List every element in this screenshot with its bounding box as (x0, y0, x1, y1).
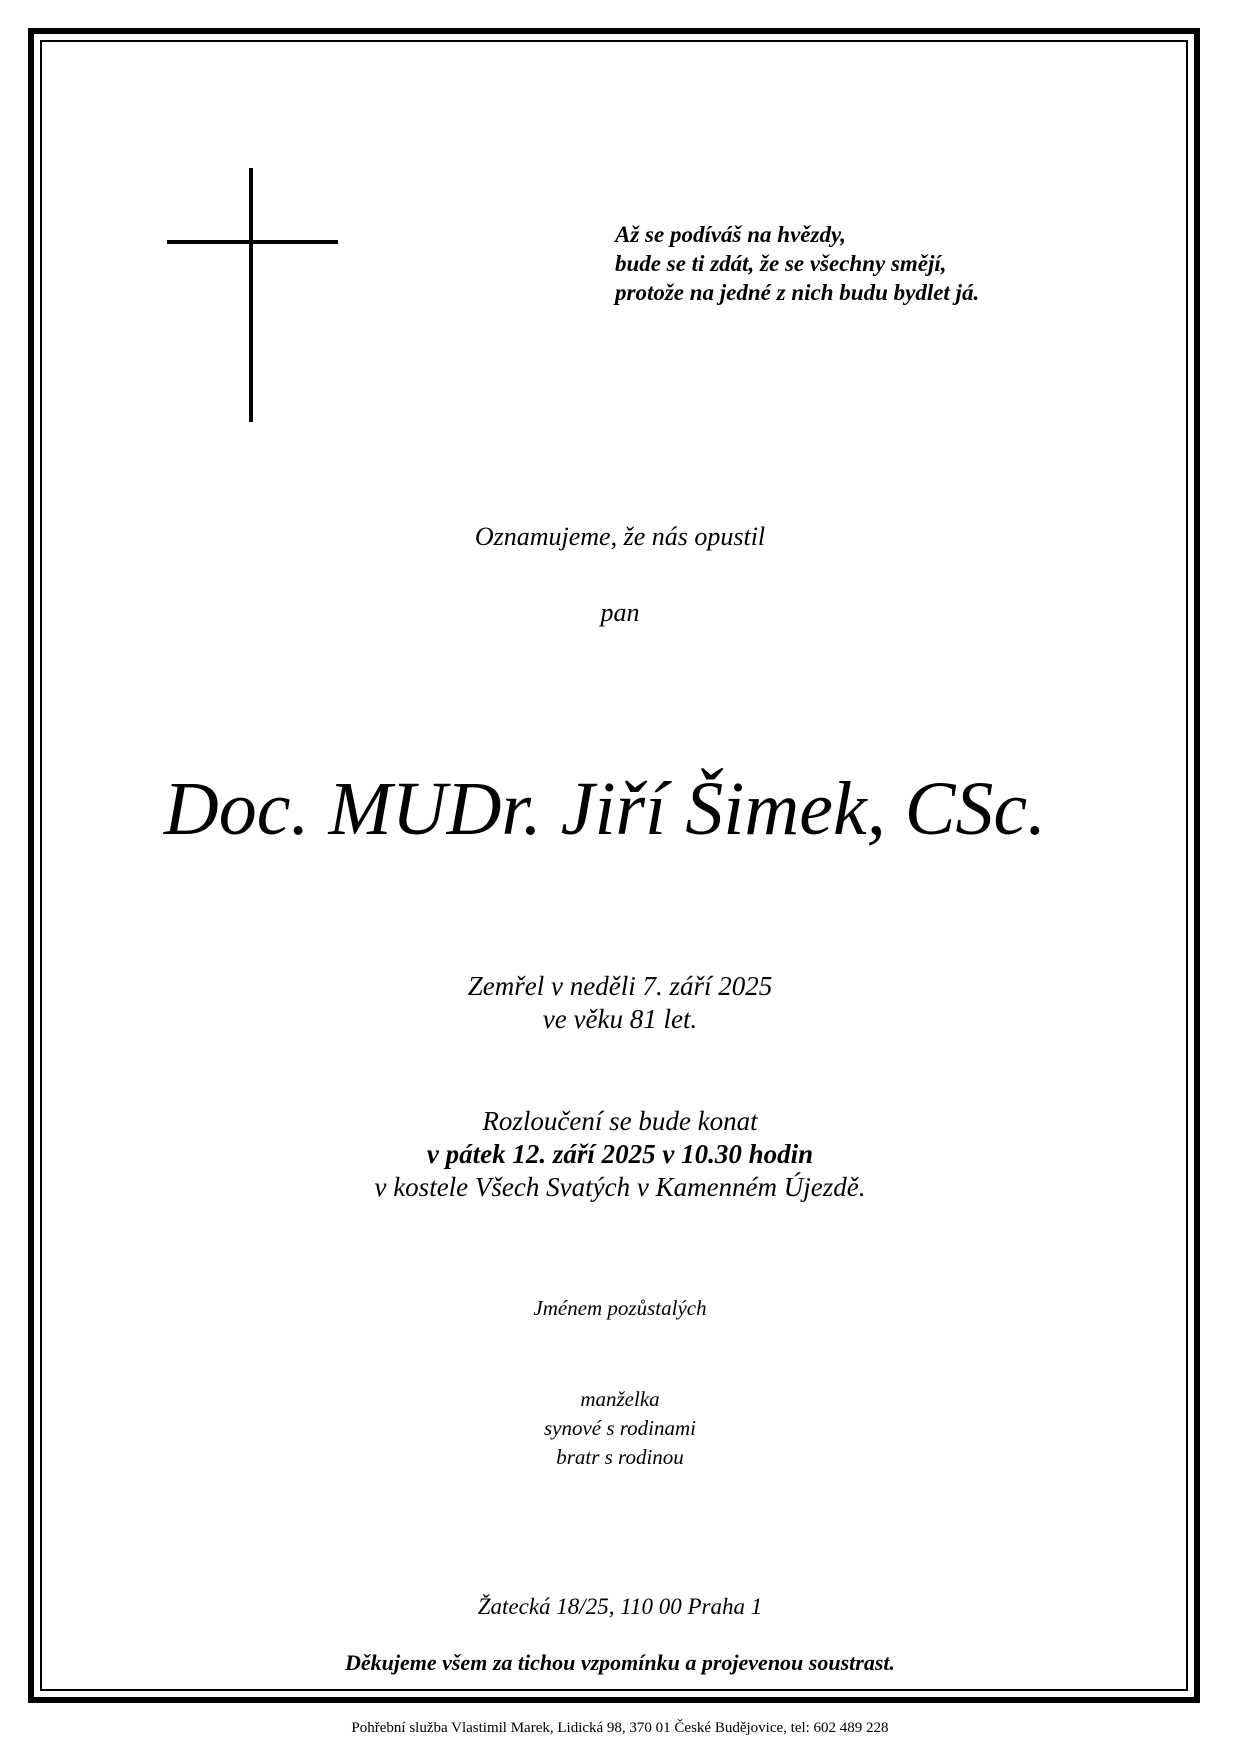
motto-line: protože na jedné z nich budu bydlet já. (615, 280, 980, 305)
motto-line: Až se podíváš na hvězdy, (615, 222, 847, 247)
thanks-line: Děkujeme všem za tichou vzpomínku a projevenou soustrast. (344, 1650, 896, 1675)
deceased-name: Doc. MUDr. Jiří Šimek, CSc. (163, 767, 1047, 851)
death-date: Zemřel v neděli 7. září 2025 (467, 971, 773, 1001)
cross-horizontal-bar (167, 240, 338, 244)
farewell-info (0, 1105, 1240, 1204)
cross-vertical-bar (249, 168, 253, 422)
family-member: bratr s rodinou (556, 1445, 684, 1469)
family-list (0, 1385, 1240, 1472)
farewell-place: v kostele Všech Svatých v Kamenném Újezdě. (374, 1172, 866, 1202)
announcement: Oznamujeme, že nás opustil (474, 522, 766, 551)
family-member: manželka (580, 1387, 660, 1411)
farewell-datetime: v pátek 12. září 2025 v 10.30 hodin (426, 1139, 814, 1169)
death-age: ve věku 81 let. (542, 1004, 698, 1034)
death-info (0, 970, 1240, 1036)
family-address: Žatecká 18/25, 110 00 Praha 1 (477, 1594, 763, 1619)
on-behalf-label: Jménem pozůstalých (533, 1296, 707, 1320)
motto (615, 220, 979, 307)
motto-line: bude se ti zdát, že se všechny smějí, (615, 251, 947, 276)
funeral-service-footer: Pohřební služba Vlastimil Marek, Lidická 98, 370 01 České Budějovice, tel: 602 489 228 (351, 1720, 889, 1736)
farewell-intro: Rozloučení se bude konat (482, 1106, 758, 1136)
family-member: synové s rodinami (543, 1416, 697, 1440)
salutation: pan (600, 598, 640, 627)
